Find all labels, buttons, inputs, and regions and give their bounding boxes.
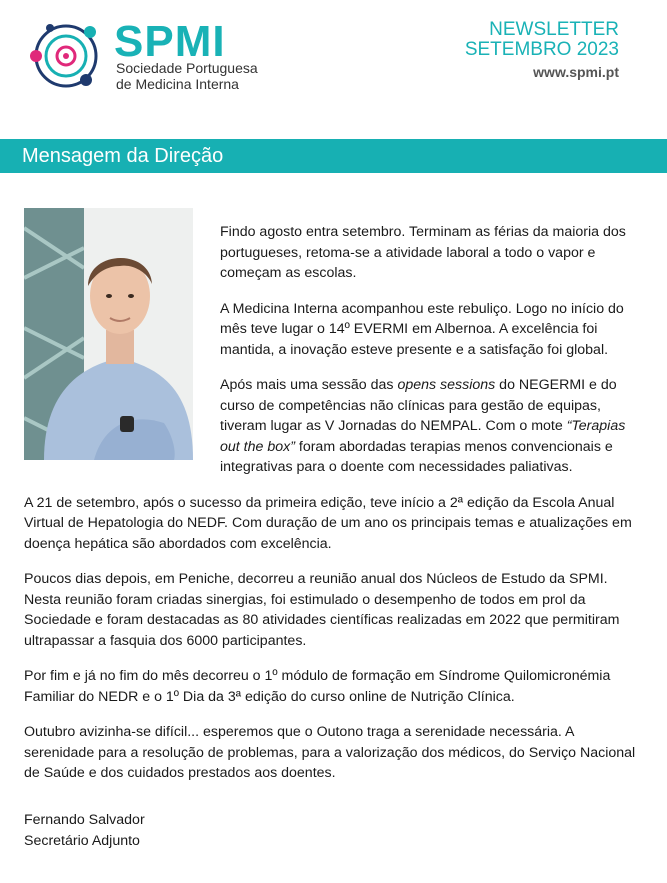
paragraph-text: A 21 de setembro, após o sucesso da primeira edição, teve início a 2ª edição da Escola Anual Virtual de Hepatologia do NEDF. Com duração de um ano os principais temas e atualizações em doença hepática são abordados com excelência.	[24, 494, 632, 552]
paragraph	[24, 493, 642, 555]
paragraph	[24, 569, 642, 651]
paragraph	[220, 375, 642, 478]
section-title: Mensagem da Direção	[22, 145, 224, 167]
newsletter-info	[465, 20, 619, 82]
article-body	[24, 222, 642, 799]
paragraph-text: foram abordadas terapias menos convencionais e integrativas para o doente com necessidades paliativas.	[220, 438, 613, 475]
website-link[interactable]: www.spmi.pt	[533, 64, 619, 80]
newsletter-header	[0, 0, 667, 138]
brand-name: SPMI	[114, 17, 226, 66]
paragraph-emphasis: opens sessions	[397, 377, 496, 393]
spmi-emblem-icon	[28, 18, 112, 98]
brand-subtitle	[116, 60, 258, 92]
signature-role: Secretário Adjunto	[24, 832, 140, 849]
paragraph-text: A Medicina Interna acompanhou este rebuliço. Logo no início do mês teve lugar o 14º EVERMI em Albernoa. A excelência foi mantida, a inovação esteve presente e a satisfação foi global.	[220, 300, 624, 358]
signature-block	[24, 810, 145, 851]
paragraph-emphasis: “Terapias out the box”	[220, 418, 626, 455]
paragraph	[220, 299, 642, 361]
signature-name: Fernando Salvador	[24, 812, 145, 828]
spmi-logo[interactable]	[28, 18, 278, 98]
brand-subtitle-line-2: de Medicina Interna	[116, 76, 239, 92]
newsletter-label: NEWSLETTER	[489, 19, 619, 40]
paragraph-text: Findo agosto entra setembro. Terminam as férias da maioria dos portugueses, retoma-se a atividade laboral a todo o vapor e começam as escolas.	[220, 224, 626, 281]
paragraph	[24, 666, 642, 707]
paragraph	[220, 222, 642, 284]
paragraph-text: Poucos dias depois, em Peniche, decorreu a reunião anual dos Núcleos de Estudo da SPMI. Nesta reunião foram criadas sinergias, foi estimulado o desempenho de todos em prol da Sociedade e foram destacadas as 80 atividades científicas realizadas em 2022 que permitiram ultrapassar a fasquia dos 6000 participantes.	[24, 571, 620, 649]
paragraph-text: do NEGERMI e do curso de competências não clínicas para gestão de equipas, tiveram lugar as V Jornadas do NEMPAL. Com o mote	[220, 377, 617, 434]
section-header-bar	[0, 139, 667, 173]
paragraph-text: Após mais uma sessão das	[220, 377, 398, 393]
brand-subtitle-line-1: Sociedade Portuguesa	[116, 60, 258, 76]
paragraph-text: Por fim e já no fim do mês decorreu o 1º módulo de formação em Síndrome Quilomicronémia Familiar do NEDR e o 1º Dia da 3ª edição do curso online de Nutrição Clínica.	[24, 668, 611, 705]
newsletter-edition: SETEMBRO 2023	[464, 39, 619, 60]
paragraph-text: Outubro avizinha-se difícil... esperemos que o Outono traga a serenidade necessária. A serenidade para a resolução de problemas, para a valorização dos médicos, do Serviço Nacional de Saúde e dos cuidados prestados aos doentes.	[24, 724, 636, 781]
paragraph	[24, 722, 642, 784]
